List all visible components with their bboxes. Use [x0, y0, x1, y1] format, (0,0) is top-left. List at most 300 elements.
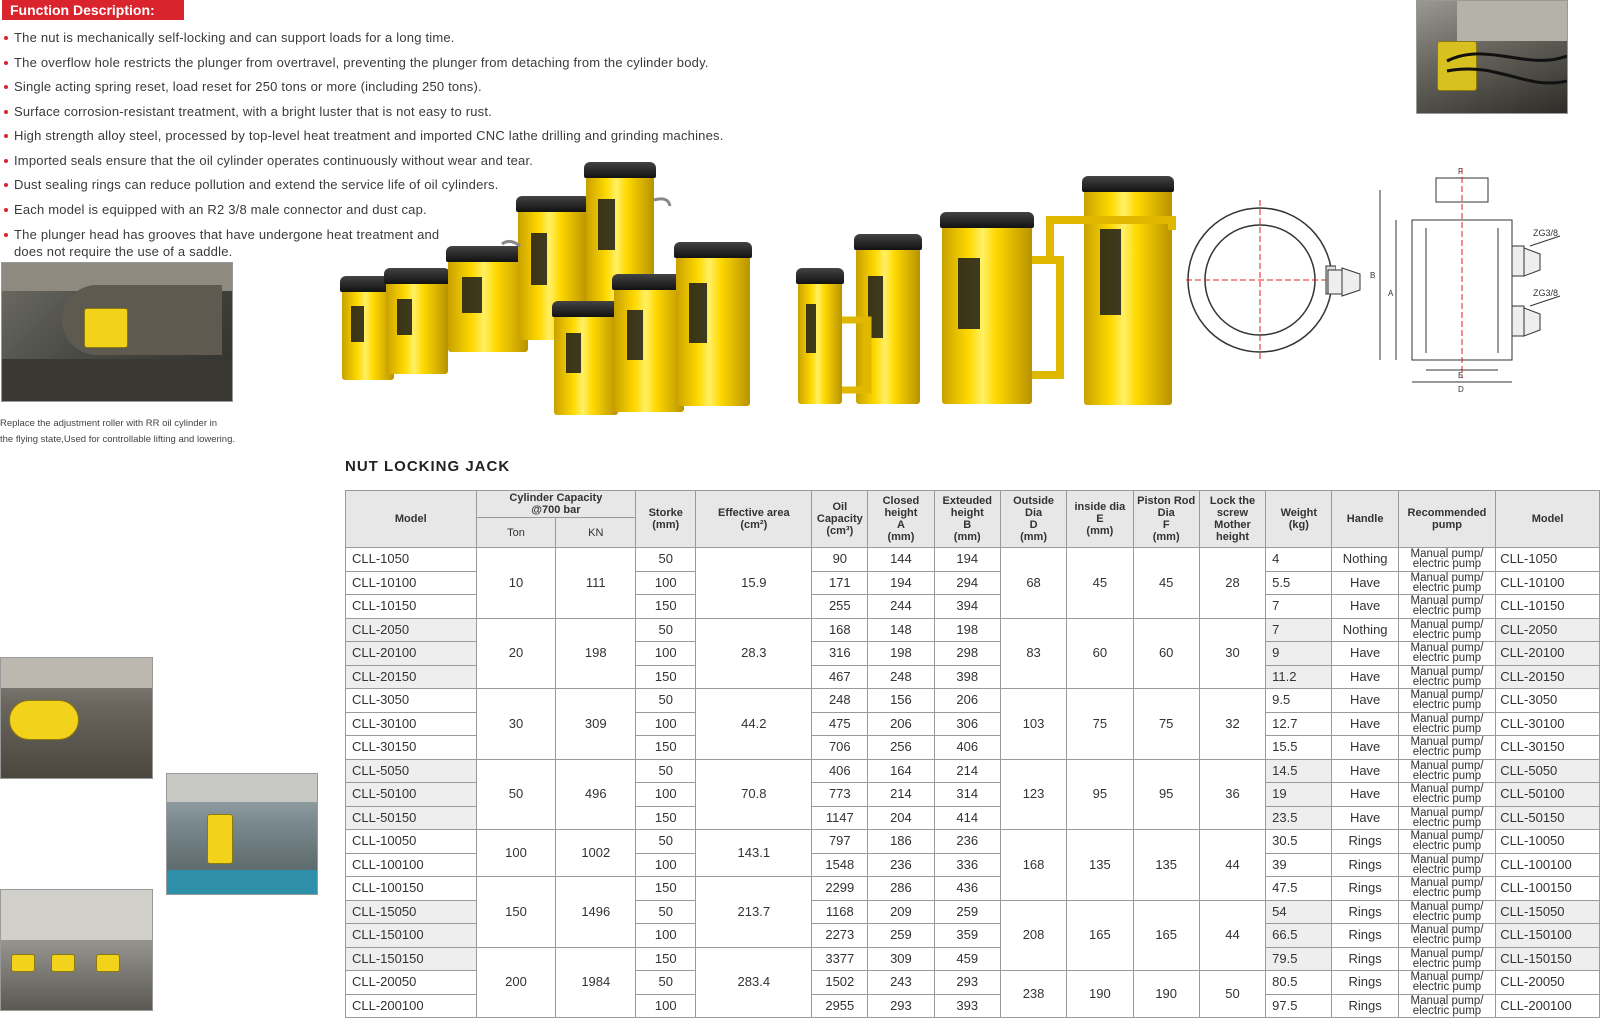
pump-line: electric pump	[1412, 816, 1482, 829]
cell-kn: 496	[556, 759, 636, 830]
pump-line: electric pump	[1412, 652, 1482, 665]
col-header: Cylinder Capacity @700 bar	[476, 491, 636, 518]
col-header: Weight (kg)	[1266, 491, 1332, 548]
cell-model-right: CLL-2050	[1496, 618, 1600, 642]
cell-area: 15.9	[696, 548, 812, 619]
cell-pump	[1398, 806, 1495, 830]
pump-line: Manual pump/	[1410, 571, 1484, 584]
cell-weight: 12.7	[1266, 712, 1332, 736]
cell-oil: 171	[812, 571, 868, 595]
cell-pump	[1398, 595, 1495, 619]
pump-line: electric pump	[1412, 769, 1482, 782]
cell-pr: 45	[1133, 548, 1199, 619]
feature-item: Surface corrosion-resistant treatment, with a bright luster that is not easy to rust.	[2, 100, 782, 125]
cell-handle: Have	[1332, 689, 1398, 713]
cell-pump	[1398, 877, 1495, 901]
cell-extended-height: 306	[934, 712, 1000, 736]
pump-line: electric pump	[1412, 581, 1482, 594]
cell-model: CLL-30150	[346, 736, 477, 760]
cell-ton: 100	[476, 830, 556, 877]
diagram-label-f: F	[1458, 168, 1463, 176]
cell-od: 123	[1000, 759, 1066, 830]
caption-line: the flying state,Used for controllable lifting and lowering.	[0, 434, 235, 445]
cell-extended-height: 459	[934, 947, 1000, 971]
pump-line: Manual pump/	[1410, 548, 1484, 561]
cell-closed-height: 256	[868, 736, 934, 760]
application-photo-2	[166, 773, 318, 895]
cell-extended-height: 293	[934, 971, 1000, 995]
col-header: Effective area (cm²)	[696, 491, 812, 548]
cell-id: 165	[1067, 900, 1133, 971]
cell-od: 168	[1000, 830, 1066, 901]
table-row	[346, 618, 1600, 642]
cell-od: 238	[1000, 971, 1066, 1018]
cell-model-right: CLL-20100	[1496, 642, 1600, 666]
cell-oil: 316	[812, 642, 868, 666]
top-view-diagram	[1186, 200, 1336, 360]
cell-od: 68	[1000, 548, 1066, 619]
cell-weight: 54	[1266, 900, 1332, 924]
cell-model: CLL-20150	[346, 665, 477, 689]
cell-id: 190	[1067, 971, 1133, 1018]
cell-pr: 165	[1133, 900, 1199, 971]
cell-extended-height: 194	[934, 548, 1000, 572]
cell-ton: 30	[476, 689, 556, 760]
cell-model: CLL-30100	[346, 712, 477, 736]
cell-extended-height: 336	[934, 853, 1000, 877]
cell-stroke: 150	[636, 736, 696, 760]
cell-model-right: CLL-10100	[1496, 571, 1600, 595]
cell-weight: 9	[1266, 642, 1332, 666]
pump-line: Manual pump/	[1410, 642, 1484, 655]
feature-item: Single acting spring reset, load reset for 250 tons or more (including 250 tons).	[2, 75, 782, 100]
cell-handle: Have	[1332, 642, 1398, 666]
cell-oil: 3377	[812, 947, 868, 971]
cell-model: CLL-20100	[346, 642, 477, 666]
cell-model-right: CLL-100100	[1496, 853, 1600, 877]
pump-line: Manual pump/	[1410, 712, 1484, 725]
cell-pump	[1398, 736, 1495, 760]
pump-line: electric pump	[1412, 910, 1482, 923]
cell-weight: 11.2	[1266, 665, 1332, 689]
pump-line: electric pump	[1412, 863, 1482, 876]
pump-line: Manual pump/	[1410, 971, 1484, 984]
cell-weight: 97.5	[1266, 994, 1332, 1018]
cell-closed-height: 248	[868, 665, 934, 689]
cell-stroke: 50	[636, 759, 696, 783]
cell-handle: Rings	[1332, 900, 1398, 924]
cell-weight: 9.5	[1266, 689, 1332, 713]
cell-closed-height: 186	[868, 830, 934, 854]
cell-area: 70.8	[696, 759, 812, 830]
cell-model: CLL-50100	[346, 783, 477, 807]
pump-line: Manual pump/	[1410, 994, 1484, 1007]
cell-model: CLL-150150	[346, 947, 477, 971]
cell-oil: 2273	[812, 924, 868, 948]
cell-pr: 190	[1133, 971, 1199, 1018]
cell-pr: 60	[1133, 618, 1199, 689]
feature-item: Imported seals ensure that the oil cylinder operates continuously without wear and tear.	[2, 149, 782, 174]
cell-kn: 198	[556, 618, 636, 689]
cell-stroke: 150	[636, 806, 696, 830]
cell-extended-height: 214	[934, 759, 1000, 783]
col-header: Closed height A (mm)	[868, 491, 934, 548]
cell-pump	[1398, 759, 1495, 783]
cell-stroke: 100	[636, 924, 696, 948]
cell-weight: 15.5	[1266, 736, 1332, 760]
cell-model-right: CLL-20150	[1496, 665, 1600, 689]
cell-model-right: CLL-20050	[1496, 971, 1600, 995]
pump-line: electric pump	[1412, 840, 1482, 853]
cell-closed-height: 309	[868, 947, 934, 971]
pump-line: electric pump	[1412, 605, 1482, 618]
col-header: Model	[346, 491, 477, 548]
cell-kn: 1496	[556, 877, 636, 948]
pump-line: Manual pump/	[1410, 595, 1484, 608]
table-row	[346, 947, 1600, 971]
cell-weight: 14.5	[1266, 759, 1332, 783]
table-row	[346, 689, 1600, 713]
diagram-label-zg1: ZG3/8	[1533, 228, 1559, 238]
cell-model-right: CLL-150100	[1496, 924, 1600, 948]
col-header: Handle	[1332, 491, 1398, 548]
cell-handle: Have	[1332, 759, 1398, 783]
cell-pump	[1398, 994, 1495, 1018]
table-row	[346, 830, 1600, 854]
cell-closed-height: 148	[868, 618, 934, 642]
feature-line: does not require the use of a saddle.	[14, 244, 233, 259]
table-row	[346, 877, 1600, 901]
cell-extended-height: 198	[934, 618, 1000, 642]
cell-lock: 28	[1199, 548, 1265, 619]
cell-extended-height: 298	[934, 642, 1000, 666]
cell-extended-height: 206	[934, 689, 1000, 713]
table-row	[346, 759, 1600, 783]
cell-oil: 1168	[812, 900, 868, 924]
cell-stroke: 50	[636, 971, 696, 995]
cell-stroke: 150	[636, 665, 696, 689]
cell-area: 44.2	[696, 689, 812, 760]
cell-stroke: 100	[636, 712, 696, 736]
cell-kn: 309	[556, 689, 636, 760]
cell-handle: Have	[1332, 736, 1398, 760]
cell-weight: 23.5	[1266, 806, 1332, 830]
col-header: Model	[1496, 491, 1600, 548]
cell-pump	[1398, 712, 1495, 736]
cell-oil: 773	[812, 783, 868, 807]
diagram-label-e: E	[1458, 371, 1464, 380]
pump-line: Manual pump/	[1410, 618, 1484, 631]
cell-oil: 1147	[812, 806, 868, 830]
cell-stroke: 150	[636, 595, 696, 619]
pump-line: electric pump	[1412, 934, 1482, 947]
cell-extended-height: 359	[934, 924, 1000, 948]
product-lineup-image	[320, 160, 1200, 425]
cell-pump	[1398, 665, 1495, 689]
col-header: KN	[556, 518, 636, 548]
cell-od: 208	[1000, 900, 1066, 971]
cell-handle: Have	[1332, 595, 1398, 619]
cell-model: CLL-150100	[346, 924, 477, 948]
cell-od: 83	[1000, 618, 1066, 689]
cell-area: 283.4	[696, 947, 812, 1018]
cell-stroke: 50	[636, 689, 696, 713]
cell-handle: Rings	[1332, 830, 1398, 854]
cell-closed-height: 198	[868, 642, 934, 666]
cell-kn: 1984	[556, 947, 636, 1018]
pump-line: Manual pump/	[1410, 877, 1484, 890]
cell-lock: 44	[1199, 900, 1265, 971]
cell-handle: Rings	[1332, 877, 1398, 901]
cell-handle: Rings	[1332, 971, 1398, 995]
cell-weight: 19	[1266, 783, 1332, 807]
cell-oil: 255	[812, 595, 868, 619]
pump-line: electric pump	[1412, 722, 1482, 735]
col-header: Lock the screw Mother height	[1199, 491, 1265, 548]
cell-lock: 50	[1199, 971, 1265, 1018]
cell-pr: 95	[1133, 759, 1199, 830]
cell-weight: 4	[1266, 548, 1332, 572]
cell-pump	[1398, 548, 1495, 572]
pump-line: Manual pump/	[1410, 665, 1484, 678]
cell-id: 75	[1067, 689, 1133, 760]
pump-line: electric pump	[1412, 628, 1482, 641]
pump-line: Manual pump/	[1410, 806, 1484, 819]
cell-closed-height: 286	[868, 877, 934, 901]
cell-area: 143.1	[696, 830, 812, 877]
cell-closed-height: 156	[868, 689, 934, 713]
cell-closed-height: 164	[868, 759, 934, 783]
cell-model-right: CLL-15050	[1496, 900, 1600, 924]
pump-line: electric pump	[1412, 1004, 1482, 1017]
cell-ton: 50	[476, 759, 556, 830]
cell-model: CLL-3050	[346, 689, 477, 713]
cell-lock: 36	[1199, 759, 1265, 830]
cell-area: 28.3	[696, 618, 812, 689]
pump-line: electric pump	[1412, 981, 1482, 994]
cell-oil: 1548	[812, 853, 868, 877]
col-header: Recommended pump	[1398, 491, 1495, 548]
cell-oil: 475	[812, 712, 868, 736]
caption-line: Replace the adjustment roller with RR oil cylinder in	[0, 418, 218, 429]
pump-line: Manual pump/	[1410, 924, 1484, 937]
cell-closed-height: 244	[868, 595, 934, 619]
diagram-label-zg2: ZG3/8	[1533, 288, 1559, 298]
cell-pump	[1398, 571, 1495, 595]
coupler-icon	[1326, 262, 1362, 302]
cell-weight: 66.5	[1266, 924, 1332, 948]
cell-model: CLL-200100	[346, 994, 477, 1018]
col-header: Outside Dia D (mm)	[1000, 491, 1066, 548]
col-header: inside dia E (mm)	[1067, 491, 1133, 548]
cell-stroke: 150	[636, 947, 696, 971]
cell-id: 135	[1067, 830, 1133, 901]
table-body	[346, 548, 1600, 1018]
pump-line: Manual pump/	[1410, 689, 1484, 702]
cell-model: CLL-100150	[346, 877, 477, 901]
cell-lock: 30	[1199, 618, 1265, 689]
side-view-diagram	[1370, 168, 1600, 398]
cell-closed-height: 144	[868, 548, 934, 572]
cell-pump	[1398, 783, 1495, 807]
feature-item: Each model is equipped with an R2 3/8 male connector and dust cap.	[2, 198, 782, 223]
cell-stroke: 100	[636, 994, 696, 1018]
cell-model: CLL-50150	[346, 806, 477, 830]
cell-pump	[1398, 947, 1495, 971]
table-row	[346, 548, 1600, 572]
cell-stroke: 150	[636, 877, 696, 901]
cell-model: CLL-5050	[346, 759, 477, 783]
cell-closed-height: 243	[868, 971, 934, 995]
cell-handle: Rings	[1332, 947, 1398, 971]
pump-line: electric pump	[1412, 675, 1482, 688]
pump-line: Manual pump/	[1410, 736, 1484, 749]
diagram-label-d: D	[1458, 385, 1464, 394]
cell-lock: 32	[1199, 689, 1265, 760]
cell-oil: 406	[812, 759, 868, 783]
cell-model-right: CLL-150150	[1496, 947, 1600, 971]
cell-model: CLL-10150	[346, 595, 477, 619]
cell-stroke: 50	[636, 618, 696, 642]
cell-extended-height: 436	[934, 877, 1000, 901]
cell-ton: 10	[476, 548, 556, 619]
pump-line: Manual pump/	[1410, 900, 1484, 913]
cell-handle: Have	[1332, 806, 1398, 830]
cell-weight: 7	[1266, 618, 1332, 642]
cell-pump	[1398, 971, 1495, 995]
cell-handle: Have	[1332, 712, 1398, 736]
handles-icon	[320, 160, 1200, 425]
cell-extended-height: 414	[934, 806, 1000, 830]
cell-pump	[1398, 618, 1495, 642]
cell-closed-height: 259	[868, 924, 934, 948]
cell-oil: 248	[812, 689, 868, 713]
cell-extended-height: 314	[934, 783, 1000, 807]
cell-handle: Have	[1332, 665, 1398, 689]
cell-stroke: 50	[636, 900, 696, 924]
cell-ton: 200	[476, 947, 556, 1018]
pump-line: electric pump	[1412, 793, 1482, 806]
cell-extended-height: 398	[934, 665, 1000, 689]
cell-handle: Rings	[1332, 924, 1398, 948]
cell-handle: Nothing	[1332, 548, 1398, 572]
cell-weight: 7	[1266, 595, 1332, 619]
cell-lock: 44	[1199, 830, 1265, 901]
pump-line: electric pump	[1412, 558, 1482, 571]
cell-model-right: CLL-30100	[1496, 712, 1600, 736]
cell-stroke: 100	[636, 642, 696, 666]
cell-extended-height: 406	[934, 736, 1000, 760]
cell-stroke: 50	[636, 548, 696, 572]
application-photo-hoses	[1416, 0, 1568, 114]
cell-ton: 150	[476, 877, 556, 948]
cell-oil: 706	[812, 736, 868, 760]
section-title: NUT LOCKING JACK	[345, 458, 511, 475]
cell-weight: 80.5	[1266, 971, 1332, 995]
cell-pump	[1398, 642, 1495, 666]
cell-stroke: 100	[636, 783, 696, 807]
cell-oil: 168	[812, 618, 868, 642]
application-photo-1	[0, 657, 153, 779]
cell-model: CLL-100100	[346, 853, 477, 877]
cell-area: 213.7	[696, 877, 812, 948]
feature-item: Dust sealing rings can reduce pollution and extend the service life of oil cylinders.	[2, 173, 782, 198]
cell-model-right: CLL-50100	[1496, 783, 1600, 807]
cell-closed-height: 236	[868, 853, 934, 877]
cell-pr: 75	[1133, 689, 1199, 760]
col-header: Piston Rod Dia F (mm)	[1133, 491, 1199, 548]
col-header: Storke (mm)	[636, 491, 696, 548]
feature-item: The nut is mechanically self-locking and can support loads for a long time.	[2, 26, 782, 51]
pump-line: electric pump	[1412, 887, 1482, 900]
pump-line: Manual pump/	[1410, 830, 1484, 843]
cell-od: 103	[1000, 689, 1066, 760]
table-header	[346, 491, 1600, 548]
cell-extended-height: 236	[934, 830, 1000, 854]
cell-model-right: CLL-10150	[1496, 595, 1600, 619]
cell-ton: 20	[476, 618, 556, 689]
cell-model-right: CLL-200100	[1496, 994, 1600, 1018]
cell-kn: 1002	[556, 830, 636, 877]
application-photo-3	[0, 889, 153, 1011]
pump-line: electric pump	[1412, 746, 1482, 759]
cell-handle: Rings	[1332, 853, 1398, 877]
cell-model-right: CLL-30150	[1496, 736, 1600, 760]
cell-model: CLL-15050	[346, 900, 477, 924]
cell-oil: 797	[812, 830, 868, 854]
diagram-label-a: A	[1388, 289, 1394, 298]
cell-closed-height: 204	[868, 806, 934, 830]
cell-model: CLL-10050	[346, 830, 477, 854]
cell-handle: Nothing	[1332, 618, 1398, 642]
cell-oil: 90	[812, 548, 868, 572]
cell-kn: 111	[556, 548, 636, 619]
cell-model-right: CLL-5050	[1496, 759, 1600, 783]
cell-extended-height: 394	[934, 595, 1000, 619]
cell-pump	[1398, 924, 1495, 948]
cell-model: CLL-10100	[346, 571, 477, 595]
cell-model: CLL-20050	[346, 971, 477, 995]
cell-oil: 2955	[812, 994, 868, 1018]
pump-line: electric pump	[1412, 699, 1482, 712]
cell-handle: Have	[1332, 783, 1398, 807]
feature-item: The overflow hole restricts the plunger from overtravel, preventing the plunger from detaching from the cylinder body.	[2, 51, 782, 76]
cell-pump	[1398, 853, 1495, 877]
cell-closed-height: 214	[868, 783, 934, 807]
cell-oil: 2299	[812, 877, 868, 901]
feature-item: High strength alloy steel, processed by top-level heat treatment and imported CNC lathe drilling and grinding machines.	[2, 124, 782, 149]
pump-line: Manual pump/	[1410, 759, 1484, 772]
cell-model-right: CLL-100150	[1496, 877, 1600, 901]
spec-table	[345, 490, 1600, 1018]
feature-line: The plunger head has grooves that have undergone heat treatment and	[14, 227, 440, 242]
cell-weight: 30.5	[1266, 830, 1332, 854]
diagram-label-b: B	[1370, 271, 1376, 280]
cell-stroke: 100	[636, 853, 696, 877]
cell-id: 95	[1067, 759, 1133, 830]
cell-pump	[1398, 900, 1495, 924]
cell-weight: 5.5	[1266, 571, 1332, 595]
cell-weight: 47.5	[1266, 877, 1332, 901]
cell-weight: 39	[1266, 853, 1332, 877]
cell-id: 60	[1067, 618, 1133, 689]
application-photo-roller	[1, 262, 233, 402]
cell-closed-height: 194	[868, 571, 934, 595]
cell-model-right: CLL-3050	[1496, 689, 1600, 713]
cell-closed-height: 209	[868, 900, 934, 924]
cell-stroke: 50	[636, 830, 696, 854]
cell-extended-height: 259	[934, 900, 1000, 924]
